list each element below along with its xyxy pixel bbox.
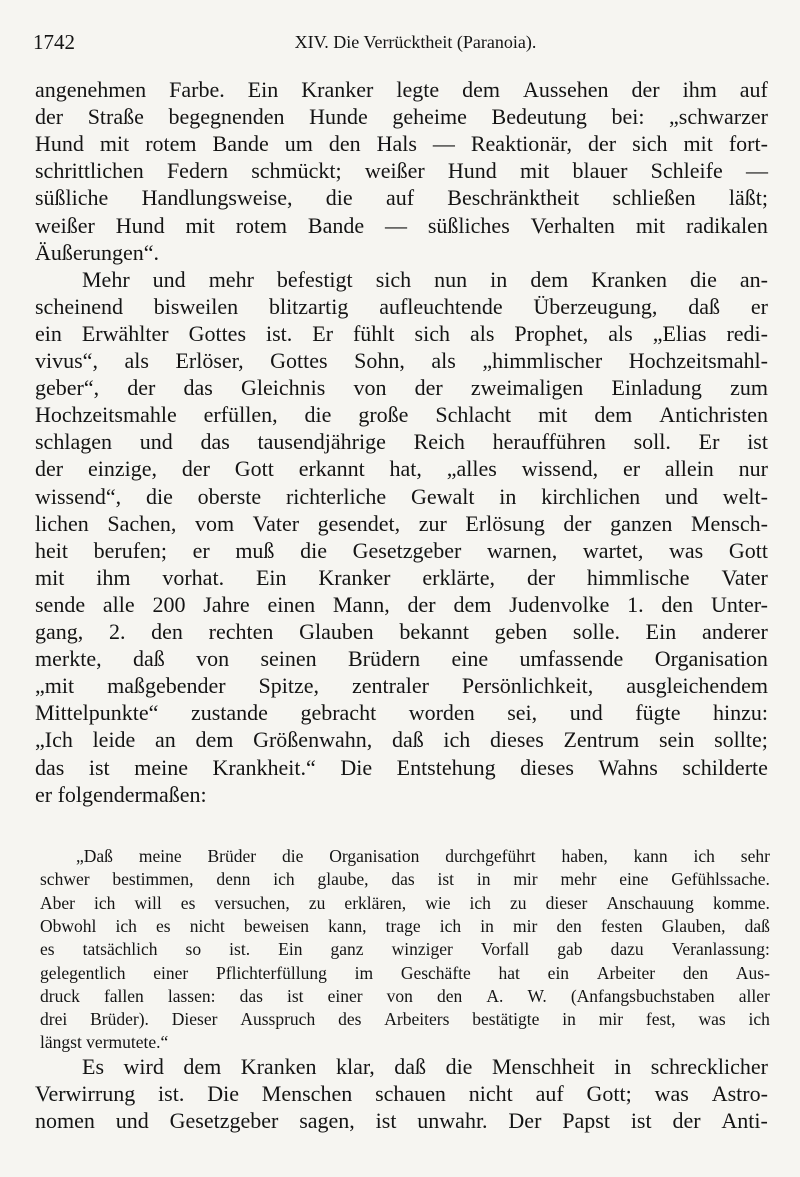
quote-line: druck fallen lassen: das ist einer von den A. W. (Anfangsbuchstaben aller	[40, 985, 770, 1006]
page-header	[33, 30, 768, 60]
para2-line: scheinend bisweilen blitzartig aufleuchtende Überzeugung, daß er	[35, 293, 768, 319]
para2-line: heit berufen; er muß die Gesetzgeber warnen, wartet, was Gott	[35, 537, 768, 563]
para2-line: lichen Sachen, vom Vater gesendet, zur Erlösung der ganzen Mensch-	[35, 510, 768, 536]
para2-line: wissend“, die oberste richterliche Gewalt in kirchlichen und welt-	[35, 483, 768, 509]
quote-line: „Daß meine Brüder die Organisation durchgeführt haben, kann ich sehr	[76, 846, 770, 866]
quote-line: gelegentlich einer Pflichterfüllung im Geschäfte hat ein Arbeiter den Aus-	[40, 962, 770, 983]
quote-line: drei Brüder). Dieser Ausspruch des Arbeiters bestätigte in mir fest, was ich	[40, 1009, 770, 1030]
para3-line: Verwirrung ist. Die Menschen schauen nicht auf Gott; was Astro-	[35, 1081, 768, 1107]
para3-line: nomen und Gesetzgeber sagen, ist unwahr. Der Papst ist der Anti-	[35, 1108, 768, 1134]
quote-line: es tatsächlich so ist. Ein ganz winziger Vorfall gab dazu Veranlassung:	[40, 939, 770, 960]
para2-line: geber“, der das Gleichnis von der zweimaligen Einladung zum	[35, 375, 768, 401]
page-number: 1742	[33, 30, 75, 54]
para2-line: Mittelpunkte“ zustande gebracht worden sei, und fügte hinzu:	[35, 700, 768, 726]
quote-line: Aber ich will es versuchen, zu erklären, wie ich zu dieser Anschauung komme.	[40, 892, 770, 913]
para2-line: schlagen und das tausendjährige Reich heraufführen soll. Er ist	[35, 429, 768, 455]
quote-line: schwer bestimmen, denn ich glaube, das ist in mir mehr eine Gefühlssache.	[40, 869, 770, 890]
para1-line: Äußerungen“.	[35, 239, 160, 265]
quote-line: Obwohl ich es nicht beweisen kann, trage ich in mir den festen Glauben, daß	[40, 915, 770, 936]
para2-line: er folgendermaßen:	[35, 781, 207, 807]
para2-line: Mehr und mehr befestigt sich nun in dem Kranken die an-	[82, 266, 768, 292]
para2-line: Hochzeitsmahle erfüllen, die große Schlacht mit dem Antichristen	[35, 402, 768, 428]
para1-line: süßliche Handlungsweise, die auf Beschränktheit schließen läßt;	[35, 185, 768, 211]
para1-line: schrittlichen Federn schmückt; weißer Hund mit blauer Schleife —	[35, 158, 768, 184]
para2-line: „mit maßgebender Spitze, zentraler Persönlichkeit, ausgleichendem	[35, 673, 768, 699]
para1-line: weißer Hund mit rotem Bande — süßliches Verhalten mit radikalen	[35, 212, 768, 238]
para2-line: „Ich leide an dem Größenwahn, daß ich dieses Zentrum sein sollte;	[35, 727, 768, 753]
para2-line: ein Erwählter Gottes ist. Er fühlt sich als Prophet, als „Elias redi-	[35, 320, 768, 346]
para2-line: vivus“, als Erlöser, Gottes Sohn, als „himmlischer Hochzeitsmahl-	[35, 348, 768, 373]
para2-line: gang, 2. den rechten Glauben bekannt geben solle. Ein anderer	[35, 619, 768, 644]
quote-line: längst vermutete.“	[40, 1032, 169, 1053]
para2-line: sende alle 200 Jahre einen Mann, der dem Judenvolke 1. den Unter-	[35, 591, 768, 617]
para1-line: Hund mit rotem Bande um den Hals — Reaktionär, der sich mit fort-	[35, 131, 768, 157]
para1-line: der Straße begegnenden Hunde geheime Bedeutung bei: „schwarzer	[35, 104, 768, 130]
para2-line: mit ihm vorhat. Ein Kranker erklärte, der himmlische Vater	[35, 564, 768, 590]
para2-line: der einzige, der Gott erkannt hat, „alles wissend, er allein nur	[35, 456, 768, 482]
para2-line: merkte, daß von seinen Brüdern eine umfassende Organisation	[35, 646, 768, 672]
para2-line: das ist meine Krankheit.“ Die Entstehung dieses Wahns schilderte	[35, 754, 768, 780]
para3-line: Es wird dem Kranken klar, daß die Menschheit in schrecklicher	[82, 1054, 768, 1079]
para1-line: angenehmen Farbe. Ein Kranker legte dem Aussehen der ihm auf	[35, 77, 768, 102]
running-title: XIV. Die Verrücktheit (Paranoia).	[294, 32, 537, 52]
